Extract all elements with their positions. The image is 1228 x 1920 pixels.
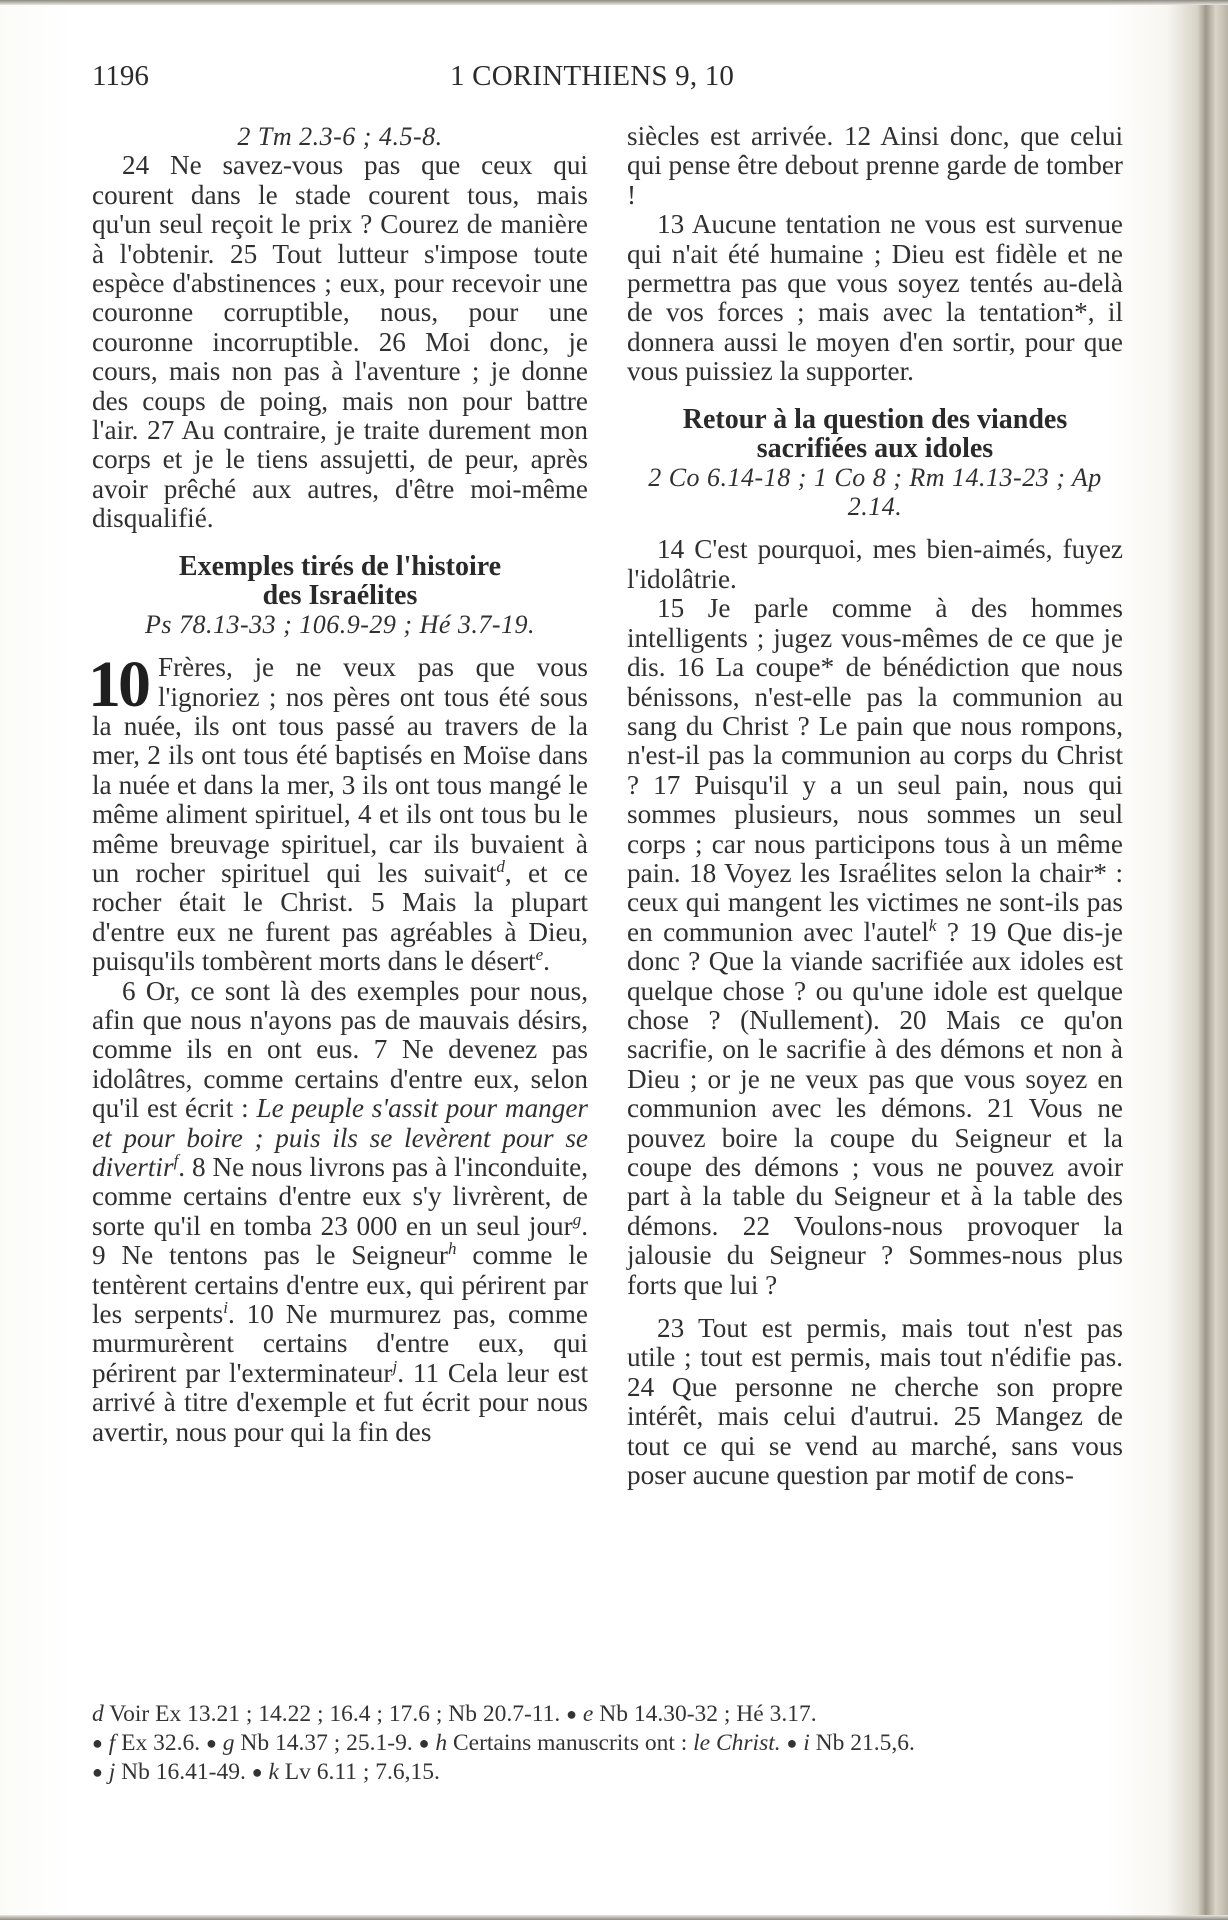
footnote-marker[interactable]: e <box>535 945 544 965</box>
footnote-marker[interactable]: h <box>447 1239 457 1259</box>
verse-paragraph: 13 Aucune tentation ne vous est survenue qui n'ait été humaine ; Dieu est fidèle et ne permettra pas que vous soyez tentés au-delà de vos forces ; mais avec la tentation*, il donnera aussi le moyen d'en sortir, pour que vous puissiez la supporter. <box>627 209 1123 387</box>
footnote-marker[interactable]: j <box>392 1356 398 1376</box>
section-heading-line: Retour à la question des viandes <box>682 403 1068 435</box>
chapter-paragraph: 10 Frères, je ne veux pas que vous l'ignoriez ; nos pères ont tous été sous la nuée, ils ont tous passé au travers de la mer, 2 ils ont tous été baptisés en Moïse dans la nuée et dans la mer, 3 ils ont tous mangé le même aliment spirituel, 4 et ils ont tous bu le même breuvage spirituel, car ils buvaient à un rocher spirituel qui les suivait$^d$, et ce rocher était le Christ. 5 Mais la plupart d'entre eux ne furent pas agréables à Dieu, puisqu'ils tombèrent morts dans le désert$^e$. <box>88 648 588 977</box>
footnote-marker[interactable]: d <box>496 856 505 876</box>
running-title: 1 CORINTHIENS 9, 10 <box>450 60 735 92</box>
right-column <box>627 122 1123 1490</box>
footnote-j: j Nb 16.41-49. <box>108 1759 246 1785</box>
bullet-icon: ● <box>251 1762 263 1782</box>
footnote-marker[interactable]: k <box>928 915 937 935</box>
verse-paragraph: siècles est arrivée. 12 Ainsi donc, que celui qui pense être debout prenne garde de tomber ! <box>627 121 1123 210</box>
footnote-k: k Lv 6.11 ; 7.6,15. <box>268 1759 440 1785</box>
section-heading-line: sacrifiées aux idoles <box>756 432 994 464</box>
section-heading-line: Exemples tirés de l'histoire <box>178 550 502 582</box>
footnote-marker[interactable]: g <box>572 1209 582 1229</box>
footnote-d: d Voir Ex 13.21 ; 14.22 ; 16.4 ; 17.6 ; Nb 20.7-11. <box>92 1701 561 1727</box>
cross-reference: 2 Tm 2.3-6 ; 4.5-8. <box>237 122 443 151</box>
bullet-icon: ● <box>92 1762 103 1782</box>
section-heading-line: des Israélites <box>262 579 418 611</box>
cross-reference: Ps 78.13-33 ; 106.9-29 ; Hé 3.7-19. <box>144 609 536 639</box>
footnote-i: i Nb 21.5,6. <box>803 1730 915 1756</box>
cross-reference: 2 Co 6.14-18 ; 1 Co 8 ; Rm 14.13-23 ; Ap <box>648 462 1102 492</box>
page-bottom-edge <box>0 1915 1228 1920</box>
footnotes <box>92 1700 1112 1787</box>
left-column <box>88 122 588 1447</box>
verse-paragraph: 6 Or, ce sont là des exemples pour nous, afin que nous n'ayons pas de mauvais désirs, comme ils en ont eus. 7 Ne devenez pas idolâtres, comme certains d'entre eux, selon qu'il est écrit : Le peuple s'assit pour manger et pour boire ; puis ils se levèrent pour se divertir$^f$. 8 Ne nous livrons pas à l'inconduite, comme certains d'entre eux s'y livrèrent, de sorte qu'il en tomba 23 000 en un seul jour$^g$. 9 Ne tentons pas le Seigneur$^h$ comme le tentèrent certains d'entre eux, qui périrent par les serpents$^i$. 10 Ne murmurez pas, comme murmurèrent certains d'entre eux, qui périrent par l'exterminateur$^j$. 11 Cela leur est arrivé à titre d'exemple et fut écrit pour nous avertir, nous pour qui la fin des <box>92 975 588 1447</box>
bullet-icon: ● <box>206 1733 217 1753</box>
bullet-icon: ● <box>418 1733 430 1753</box>
footnote-h: h Certains manuscrits ont : le Christ. <box>435 1730 781 1756</box>
page-top-edge <box>0 0 1228 5</box>
verse-paragraph: 24 Ne savez-vous pas que ceux qui courent dans le stade courent tous, mais qu'un seul reçoit le prix ? Courez de manière à l'obtenir. 25 Tout lutteur s'impose toute espèce d'abstinences ; eux, pour recevoir une couronne corruptible, nous, pour une couronne incorruptible. 26 Moi donc, je cours, mais non pas à l'aventure ; je donne des coups de poing, mais non pour battre l'air. 27 Au contraire, je traite durement mon corps et je le tiens assujetti, de peur, après avoir prêché aux autres, d'être moi-même disqualifié. <box>92 150 588 534</box>
footnote-g: g Nb 14.37 ; 25.1-9. <box>222 1730 413 1756</box>
footnote-marker[interactable]: f <box>173 1150 179 1170</box>
chapter-number: 10 <box>88 648 148 722</box>
footnote-marker[interactable]: i <box>223 1297 228 1317</box>
running-head <box>92 60 1112 100</box>
footnote-line <box>92 1700 1112 1729</box>
footnote-line <box>92 1729 1112 1758</box>
page-number: 1196 <box>92 60 149 92</box>
bullet-icon: ● <box>92 1733 103 1753</box>
scripture-quote: Le peuple s'assit pour manger et pour boire ; puis ils se levèrent pour se divertir <box>92 1093 588 1182</box>
verse-paragraph: 14 C'est pourquoi, mes bien-aimés, fuyez l'idolâtrie. <box>627 534 1123 594</box>
footnote-line <box>92 1758 1112 1787</box>
verse-paragraph: 23 Tout est permis, mais tout n'est pas utile ; tout est permis, mais tout n'édifie pas. 24 Que personne ne cherche son propre intérêt, mais celui d'autrui. 25 Mangez de tout ce qui se vend au marché, sans vous poser aucune question par motif de cons- <box>627 1313 1123 1491</box>
bullet-icon: ● <box>786 1733 798 1753</box>
bullet-icon: ● <box>566 1704 578 1724</box>
footnote-e: e Nb 14.30-32 ; Hé 3.17. <box>582 1701 817 1727</box>
footnote-f: f Ex 32.6. <box>108 1730 201 1756</box>
verse-paragraph: 15 Je parle comme à des hommes intelligents ; jugez vous-mêmes de ce que je dis. 16 La coupe* de bénédiction que nous bénissons, n'est-elle pas la communion au sang du Christ ? Le pain que nous rompons, n'est-il pas la communion au corps du Christ ? 17 Puisqu'il y a un seul pain, nous qui sommes plusieurs, nous sommes un seul corps ; car nous participons tous à un même pain. 18 Voyez les Israélites selon la chair* : ceux qui mangent les victimes ne sont-ils pas en communion avec l'autel$^k$ ? 19 Que dis-je donc ? Que la viande sacrifiée aux idoles est quelque chose ? ou qu'une idole est quelque chose ? (Nullement). 20 Mais ce qu'on sacrifie, on le sacrifie à des démons et non à Dieu ; or je ne veux pas que vous soyez en communion avec les démons. 21 Vous ne pouvez boire la coupe du Seigneur et la coupe des démons ; vous ne pouvez avoir part à la table du Seigneur et à la table des démons. 22 Voulons-nous provoquer la jalousie du Seigneur ? Sommes-nous plus forts que lui ? <box>627 593 1123 1300</box>
cross-reference: 2.14. <box>847 492 903 522</box>
